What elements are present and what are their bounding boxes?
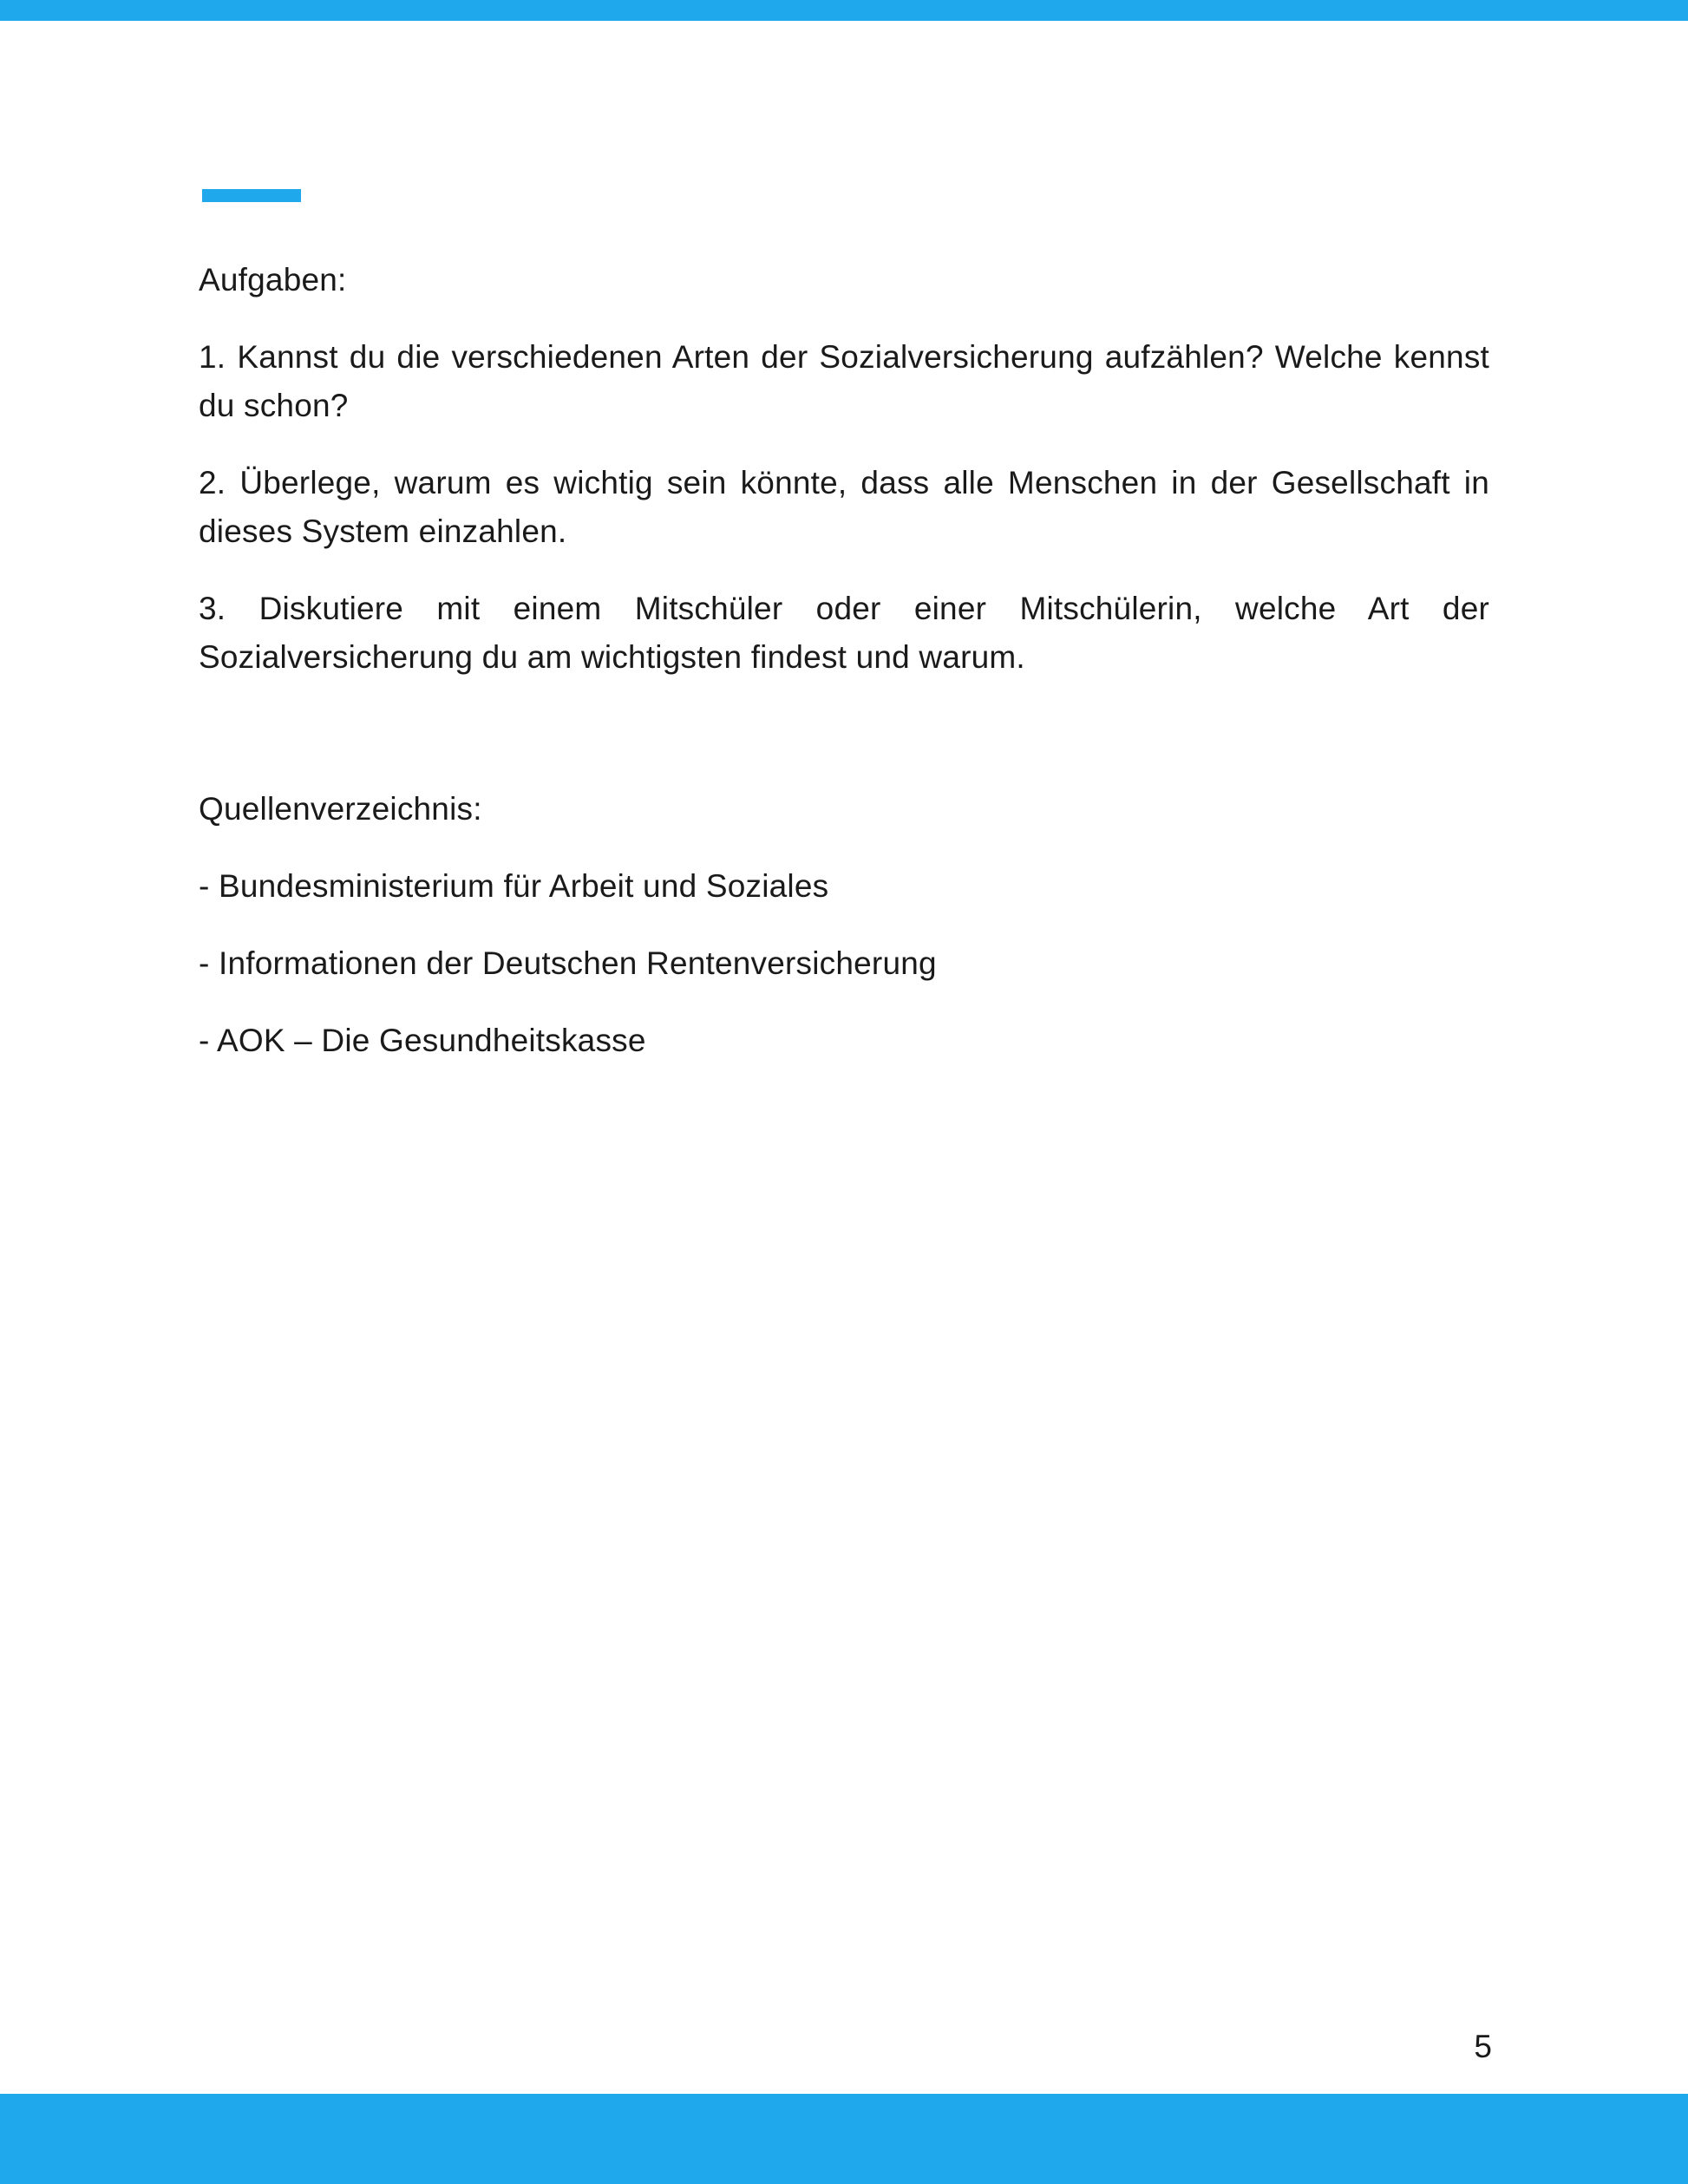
section-spacer — [199, 710, 1489, 785]
sources-heading: Quellenverzeichnis: — [199, 791, 482, 827]
bottom-accent-bar — [0, 2094, 1688, 2184]
source-item-2: - Informationen der Deutschen Rentenversicherung — [199, 945, 937, 981]
source-item-3: - AOK – Die Gesundheitskasse — [199, 1023, 646, 1058]
sources-section — [199, 785, 1489, 1065]
tasks-heading: Aufgaben: — [199, 262, 347, 298]
task-item-3: 3. Diskutiere mit einem Mitschüler oder einer Mitschülerin, welche Art der Sozialversicherung du am wichtigsten findest und warum. — [199, 591, 1489, 675]
task-item-1: 1. Kannst du die verschiedenen Arten der Sozialversicherung aufzählen? Welche kennst du schon? — [199, 339, 1489, 423]
section-accent-dash — [202, 189, 301, 202]
top-accent-bar — [0, 0, 1688, 21]
page-number: 5 — [1474, 2029, 1492, 2064]
source-item-1: - Bundesministerium für Arbeit und Soziales — [199, 868, 829, 904]
task-item-2: 2. Überlege, warum es wichtig sein könnte, dass alle Menschen in der Gesellschaft in dieses System einzahlen. — [199, 465, 1489, 549]
page-content — [199, 256, 1489, 1094]
